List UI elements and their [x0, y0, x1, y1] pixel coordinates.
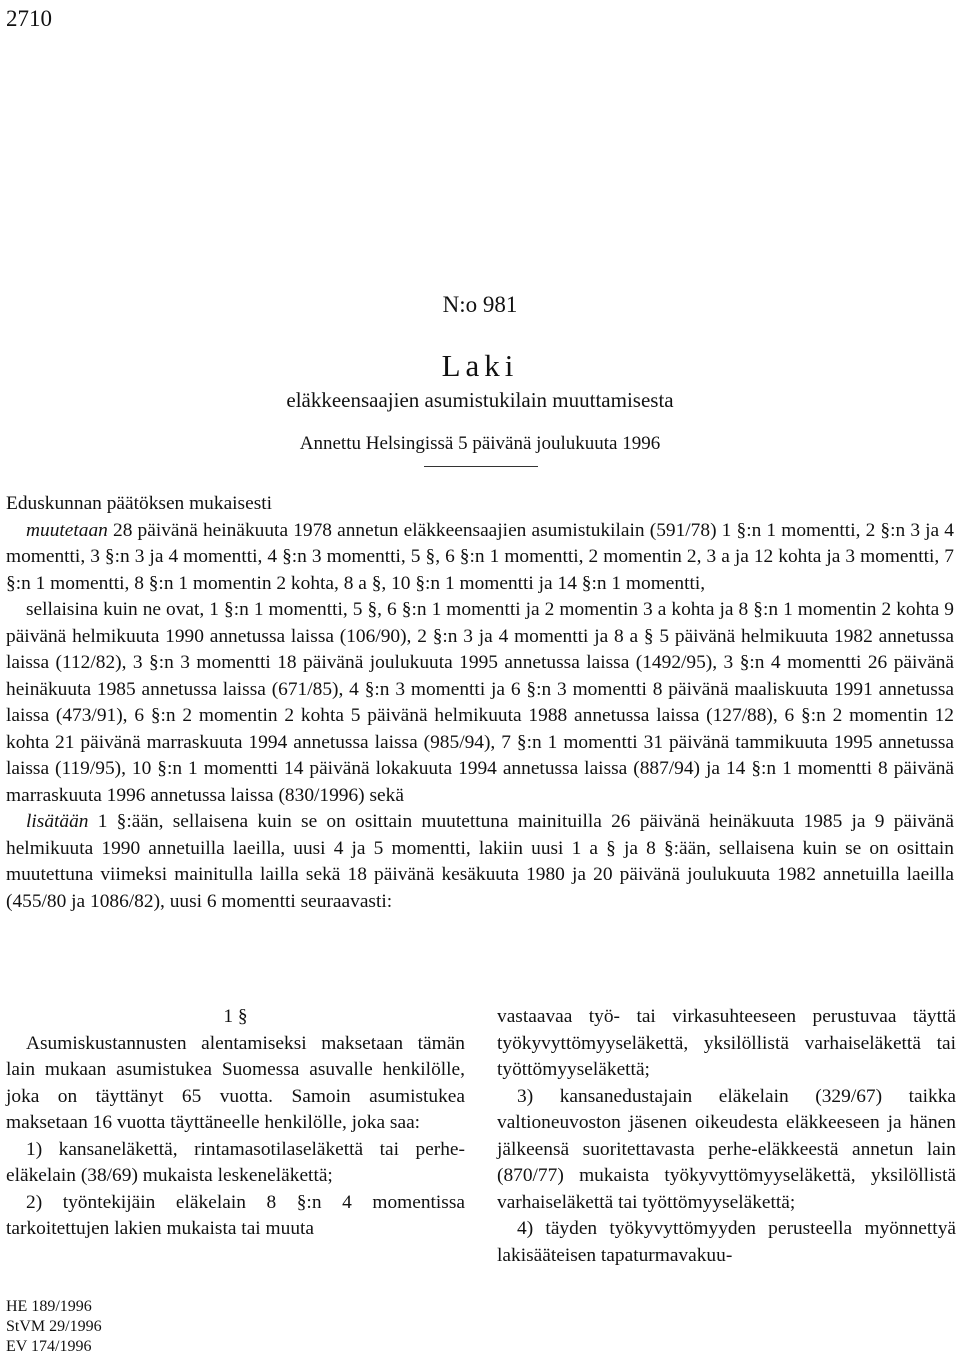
amend-text: 28 päivänä heinäkuuta 1978 annetun eläkkeensaajien asumistukilain (591/78) 1 §:n 1 momentti, 2 §:n 3 ja 4 momentti, 3 §:n 3 ja 4 momentti, 4 §:n 3 momentti, 5 §, 6 §:n 1 momentti, 2 momentin 2, 3 a ja 12 kohta ja 3 momentti, 7 §:n 1 momentti, 8 §:n 1 momentin 2 kohta, 8 a §, 10 §:n 1 momentti ja 14 §:n 1 momentti,: [6, 519, 954, 594]
section-para1: Asumiskustannusten alentamiseksi maksetaan tämän lain mukaan asumistukea Suomessa asuvalle henkilölle, joka on täyttänyt 65 vuotta. Samoin asumistukea maksetaan 16 vuotta täyttäneelle henkilölle, joka saa:: [6, 1032, 465, 1133]
enactment-line: Annettu Helsingissä 5 päivänä joulukuuta 1996: [299, 433, 661, 454]
title-divider: [424, 466, 538, 467]
reference-he: HE 189/1996: [6, 1298, 92, 1315]
add-text: 1 §:ään, sellaisena kuin se on osittain muutettuna mainituilla 26 päivänä heinäkuuta 1985 ja 9 päivänä helmikuuta 1990 annetuilla laeilla, uusi 4 ja 5 momentti, lakiin uusi 1 a § ja 8 §:ään, sellaisena kuin se on osittain muutettuna viimeksi mainitulla lailla sekä 18 päivänä kesäkuuta 1980 ja 20 päivänä joulukuuta 1982 annetuilla laeilla (455/80 ja 1086/82), uusi 6 momentti seuraavasti:: [6, 811, 954, 912]
add-keyword: lisätään: [26, 811, 89, 832]
legislative-references: [6, 1297, 102, 1357]
page-number: 2710: [6, 6, 52, 31]
section-item4: 4) täyden työkyvyttömyyden perusteella myönnettyä lakisääteisen tapaturmavakuu-: [497, 1218, 956, 1266]
law-subtitle: eläkkeensaajien asumistukilain muuttamisesta: [286, 388, 674, 412]
preamble-amend-cont: sellaisina kuin ne ovat, 1 §:n 1 momentti, 5 §, 6 §:n 1 momentti ja 2 momentin 3 a kohta ja 8 §:n 1 momentin 2 kohta 9 päivänä helmikuuta 1990 annetussa laissa (106/90), 2 §:n 3 ja 4 momentti ja 8 a § 5 päivänä helmikuuta 1982 annetussa laissa (112/82), 3 §:n 3 momentti 18 päivänä joulukuuta 1995 annetussa laissa (1492/95), 3 §:n 4 momentti 26 päivänä heinäkuuta 1985 annetussa laissa (671/85), 4 §:n 3 momentti ja 6 §:n 3 momentti 8 päivänä maaliskuuta 1991 annetussa laissa (473/91), 6 §:n 2 momentin 2 kohta 5 päivänä helmikuuta 1988 annetussa laissa (127/88), 6 §:n 2 momentin 12 kohta 21 päivänä marraskuuta 1994 annetussa laissa (985/94), 7 §:n 1 momentti 31 päivänä tammikuuta 1995 annetussa laissa (119/95), 10 §:n 1 momentti 14 päivänä lokakuuta 1994 annetussa laissa (887/94) ja 14 §:n 1 momentti 8 päivänä marraskuuta 1996 annetussa laissa (830/1996) sekä: [6, 599, 954, 806]
reference-stvm: StVM 29/1996: [6, 1318, 102, 1335]
section-item1: 1) kansaneläkettä, rintamasotilaseläkettä tai perhe-eläkelain (38/69) mukaista leskeneläkettä;: [6, 1138, 465, 1186]
right-column: [497, 1004, 956, 1269]
left-column: [6, 1004, 465, 1243]
amend-keyword: muutetaan: [26, 519, 108, 541]
preamble-add: [6, 809, 954, 915]
section-heading: 1 §: [223, 1006, 248, 1027]
preamble-intro: Eduskunnan päätöksen mukaisesti: [6, 493, 273, 514]
statute-number: N:o 981: [442, 292, 518, 317]
section-item2: 2) työntekijäin eläkelain 8 §:n 4 momentissa tarkoitettujen lakien mukaista tai muuta: [6, 1191, 465, 1239]
reference-ev: EV 174/1996: [6, 1338, 92, 1355]
section-item3: 3) kansanedustajain eläkelain (329/67) taikka valtioneuvoston jäsenen oikeudesta eläkkeeseen ja hänen jälkeensä suoritettavasta perhe-eläkkeestä annetun lain (870/77) mukaista työkyvyttömyyseläkettä, yksilöllistä varhaiseläkettä tai työttömyyseläkettä;: [497, 1085, 956, 1213]
preamble-amend: [6, 518, 954, 598]
law-title: Laki: [441, 348, 519, 383]
preamble: [6, 491, 954, 915]
section-item2-cont: vastaavaa työ- tai virkasuhteeseen perustuvaa täyttä työkyvyttömyyseläkettä, yksilöllistä varhaiseläkettä tai työttömyyseläkettä;: [497, 1006, 956, 1080]
